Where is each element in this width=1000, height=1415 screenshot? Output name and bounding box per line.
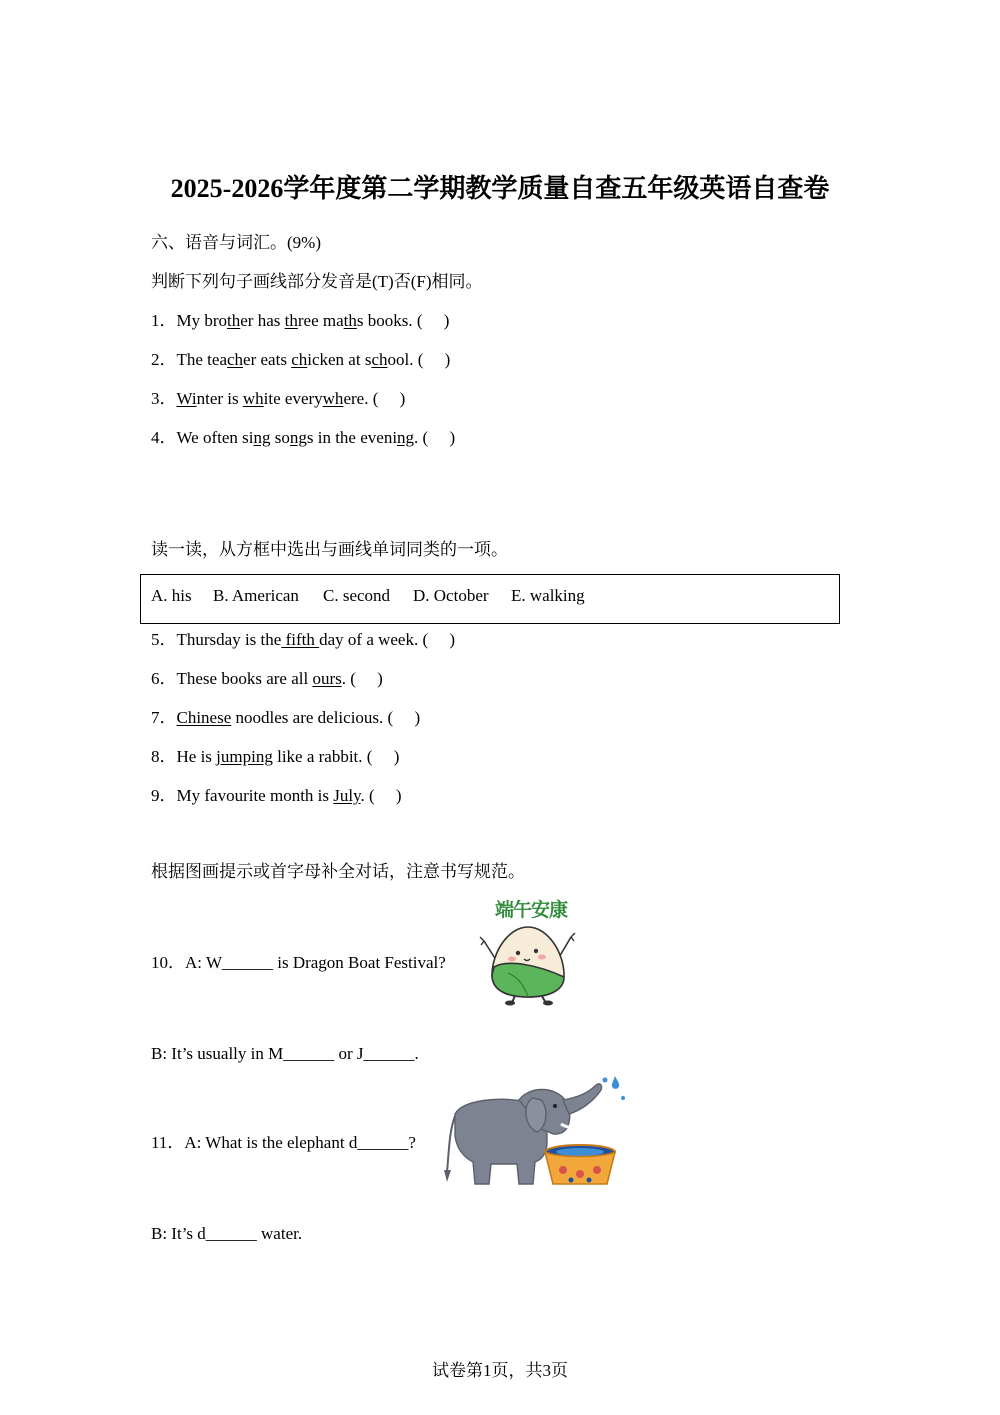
option-e: E. walking (511, 586, 585, 605)
question-1: 1．My brother has three maths books. ( ) (151, 311, 450, 330)
festival-greeting: 端午安康 (494, 899, 567, 921)
option-a: A. his (151, 586, 192, 605)
zongzi-illustration (478, 893, 578, 1008)
zongzi-icon (478, 893, 578, 1008)
page-footer: 试卷第1页，共3页 (432, 1361, 568, 1380)
question-11-b: B: It’s d______ water. (151, 1224, 303, 1243)
question-9: 9．My favourite month is July. ( ) (151, 786, 402, 805)
question-10-b: B: It’s usually in M______ or J______. (151, 1044, 419, 1063)
question-7: 7．Chinese noodles are delicious. ( ) (151, 708, 421, 727)
question-8: 8．He is jumping like a rabbit. ( ) (151, 747, 400, 766)
section-heading: 六、语音与词汇。(9%) (151, 233, 321, 252)
question-3: 3．Winter is white everywhere. ( ) (151, 389, 406, 408)
question-4: 4．We often sing songs in the evening. ( ) (151, 428, 456, 447)
part3-instruction: 根据图画提示或首字母补全对话，注意书写规范。 (151, 862, 525, 881)
option-c: C. second (323, 586, 391, 605)
page-title: 2025-2026学年度第二学期教学质量自查五年级英语自查卷 (170, 174, 830, 203)
question-5: 5．Thursday is the fifth day of a week. ( ) (151, 630, 456, 649)
elephant-icon (443, 1072, 633, 1188)
question-6: 6．These books are all ours. ( ) (151, 669, 383, 688)
question-11-a: 11．A: What is the elephant d______? (151, 1133, 416, 1152)
part2-instruction: 读一读，从方框中选出与画线单词同类的一项。 (151, 540, 508, 559)
question-2: 2．The teacher eats chicken at school. ( ) (151, 350, 451, 369)
elephant-illustration (443, 1072, 633, 1188)
question-10-a: 10．A: W______ is Dragon Boat Festival? (151, 953, 446, 972)
option-b: B. American (213, 586, 299, 605)
option-d: D. October (413, 586, 489, 605)
part1-instruction: 判断下列句子画线部分发音是(T)否(F)相同。 (151, 272, 483, 291)
options-box (140, 574, 840, 624)
